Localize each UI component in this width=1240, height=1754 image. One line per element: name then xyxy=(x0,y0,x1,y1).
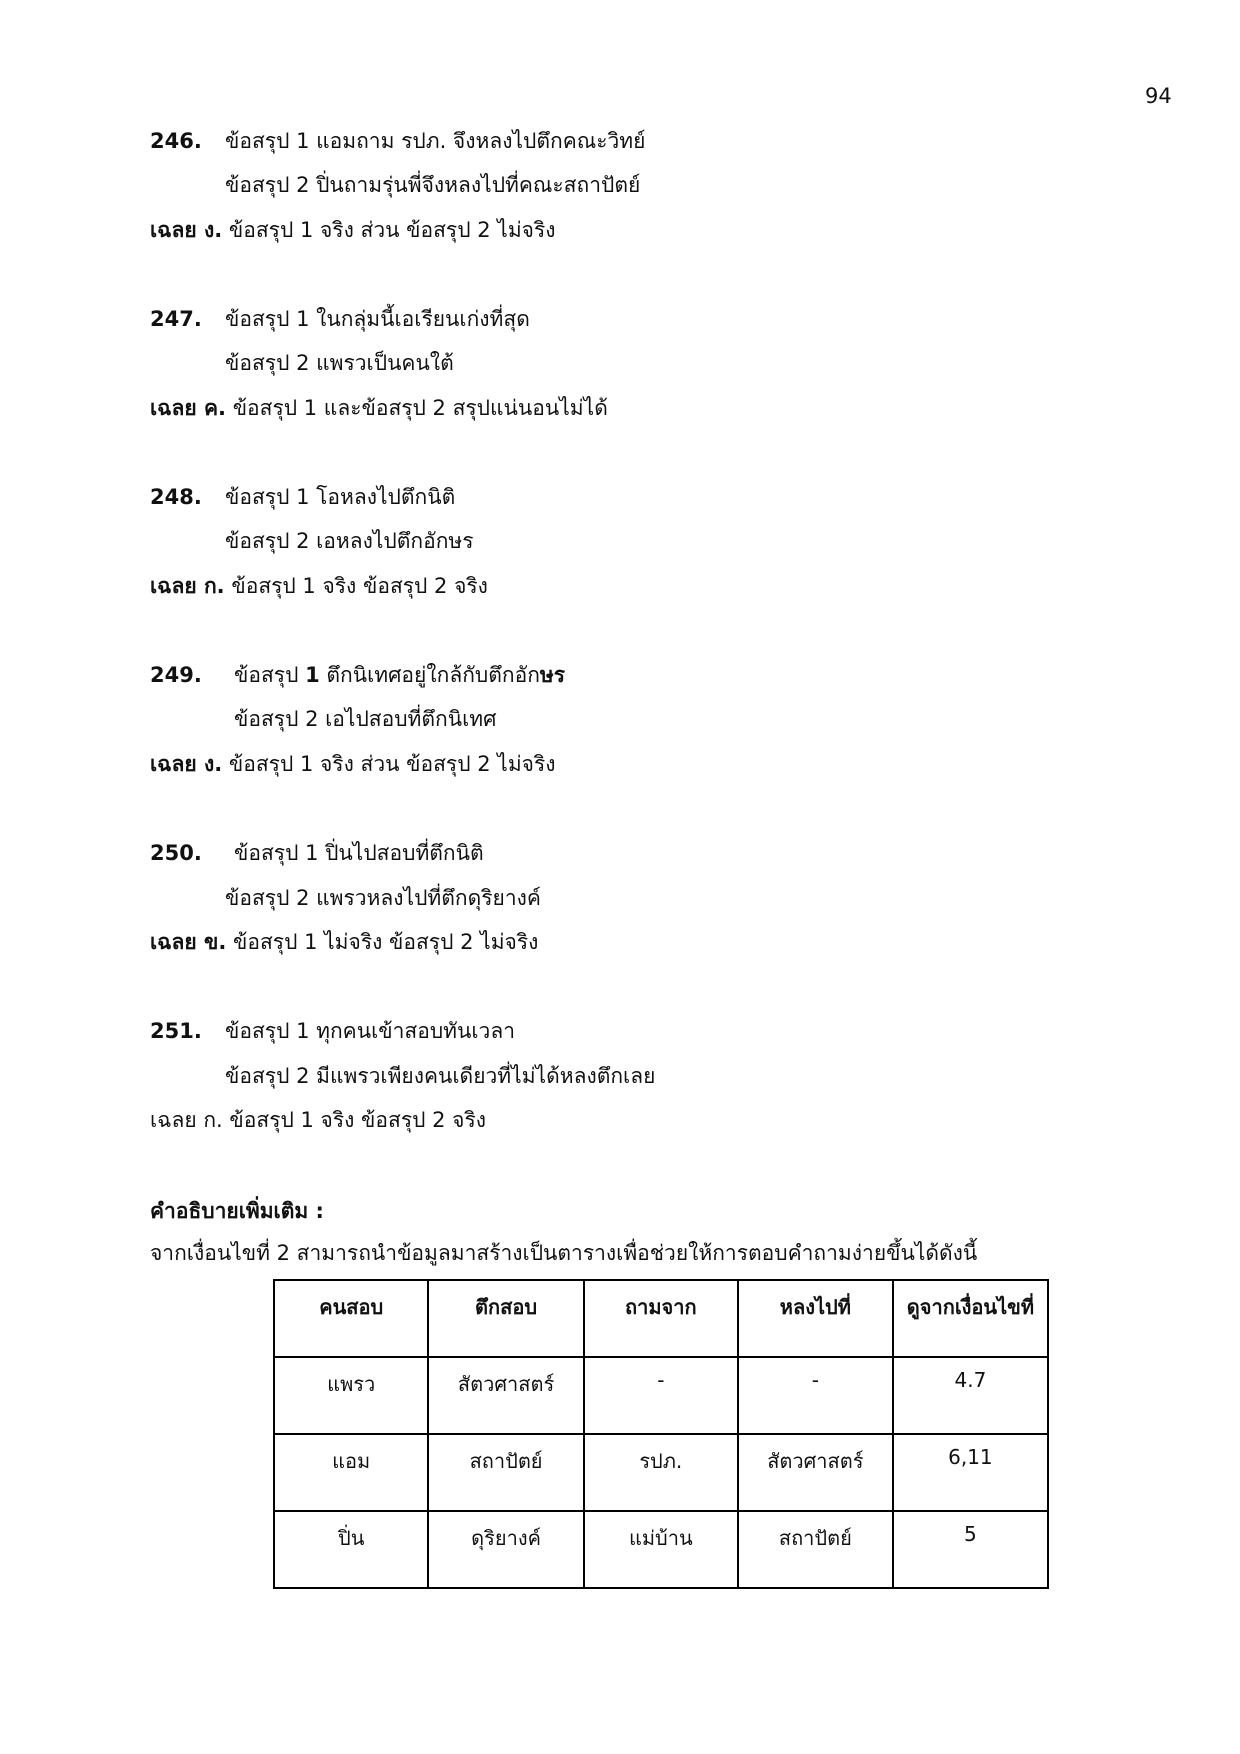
table-cell: - xyxy=(738,1357,893,1434)
question-number: 250. xyxy=(150,841,202,865)
question-number: 249. xyxy=(150,663,202,687)
table-cell: 5 xyxy=(893,1511,1048,1588)
conclusion-1: ข้อสรุป 1 โอหลงไปตึกนิติ xyxy=(225,485,456,509)
answer-label: เฉลย ก. xyxy=(150,574,225,598)
header-cell: ตึกสอบ xyxy=(428,1280,583,1357)
question-number: 251. xyxy=(150,1019,202,1043)
table-cell: แอม xyxy=(274,1434,428,1511)
answer-label: เฉลย ง. xyxy=(150,752,223,776)
conclusion-2: ข้อสรุป 2 แพรวเป็นคนใต้ xyxy=(225,351,454,375)
table-row xyxy=(274,1434,1048,1511)
text-segment: ข้อสรุป xyxy=(234,663,306,687)
answer-label: เฉลย ค. xyxy=(150,396,226,420)
conclusion-2: ข้อสรุป 2 มีแพรวเพียงคนเดียวที่ไม่ได้หลงตึกเลย xyxy=(225,1064,656,1088)
table-header-row xyxy=(274,1280,1048,1357)
table-row xyxy=(274,1357,1048,1434)
conclusion-1: ข้อสรุป 1 แอมถาม รปภ. จึงหลงไปตึกคณะวิทย์ xyxy=(225,129,646,153)
page-number: 94 xyxy=(1145,84,1172,108)
table-cell: รปภ. xyxy=(584,1434,738,1511)
answer-text: ข้อสรุป 1 ไม่จริง ข้อสรุป 2 ไม่จริง xyxy=(233,930,539,954)
text-segment-bold: ษร xyxy=(539,663,566,687)
header-cell: ถามจาก xyxy=(584,1280,738,1357)
answer-label: เฉลย ข. xyxy=(150,930,227,954)
answer-label: เฉลย ก. xyxy=(150,1108,223,1132)
answer-text: ข้อสรุป 1 จริง ส่วน ข้อสรุป 2 ไม่จริง xyxy=(228,218,556,242)
table-cell: ปิ่น xyxy=(274,1511,428,1588)
table-cell: แม่บ้าน xyxy=(584,1511,738,1588)
table-cell: สถาปัตย์ xyxy=(428,1434,583,1511)
text-segment-bold: 1 xyxy=(305,663,320,687)
answer-text: ข้อสรุป 1 จริง ข้อสรุป 2 จริง xyxy=(231,574,488,598)
answer-text: ข้อสรุป 1 จริง ส่วน ข้อสรุป 2 ไม่จริง xyxy=(228,752,556,776)
explanation-heading: คำอธิบายเพิ่มเติม : xyxy=(150,1199,324,1223)
text-segment: ตึกนิเทศอยู่ใกล้กับตึกอัก xyxy=(319,663,540,687)
table-row xyxy=(274,1511,1048,1588)
summary-table xyxy=(273,1279,1049,1589)
header-cell: หลงไปที่ xyxy=(738,1280,893,1357)
header-cell: คนสอบ xyxy=(274,1280,428,1357)
conclusion-2: ข้อสรุป 2 เอไปสอบที่ตึกนิเทศ xyxy=(234,707,497,731)
header-cell: ดูจากเงื่อนไขที่ xyxy=(893,1280,1048,1357)
conclusion-2: ข้อสรุป 2 แพรวหลงไปที่ตึกดุริยางค์ xyxy=(225,886,541,910)
answer-text: ข้อสรุป 1 และข้อสรุป 2 สรุปแน่นอนไม่ได้ xyxy=(232,396,608,420)
table-cell: สัตวศาสตร์ xyxy=(738,1434,893,1511)
conclusion-1 xyxy=(234,661,565,689)
question-number: 247. xyxy=(150,307,202,331)
conclusion-2: ข้อสรุป 2 ปิ่นถามรุ่นพี่จึงหลงไปที่คณะสถาปัตย์ xyxy=(225,173,641,197)
question-number: 246. xyxy=(150,129,202,153)
conclusion-2: ข้อสรุป 2 เอหลงไปตึกอักษร xyxy=(225,529,474,553)
table-cell: 4.7 xyxy=(893,1357,1048,1434)
question-number: 248. xyxy=(150,485,202,509)
table-cell: แพรว xyxy=(274,1357,428,1434)
answer-text: ข้อสรุป 1 จริง ข้อสรุป 2 จริง xyxy=(229,1108,486,1132)
conclusion-1: ข้อสรุป 1 ทุกคนเข้าสอบทันเวลา xyxy=(225,1019,515,1043)
table-cell: 6,11 xyxy=(893,1434,1048,1511)
table-cell: - xyxy=(584,1357,738,1434)
table-cell: สถาปัตย์ xyxy=(738,1511,893,1588)
explanation-paragraph: จากเงื่อนไขที่ 2 สามารถนำข้อมูลมาสร้างเป็นตารางเพื่อช่วยให้การตอบคำถามง่ายขึ้นได้ดังนี้ xyxy=(150,1241,978,1265)
table-cell: ดุริยางค์ xyxy=(428,1511,583,1588)
conclusion-1: ข้อสรุป 1 ปิ่นไปสอบที่ตึกนิติ xyxy=(234,841,484,865)
table-cell: สัตวศาสตร์ xyxy=(428,1357,583,1434)
answer-label: เฉลย ง. xyxy=(150,218,223,242)
conclusion-1: ข้อสรุป 1 ในกลุ่มนี้เอเรียนเก่งที่สุด xyxy=(225,307,530,331)
